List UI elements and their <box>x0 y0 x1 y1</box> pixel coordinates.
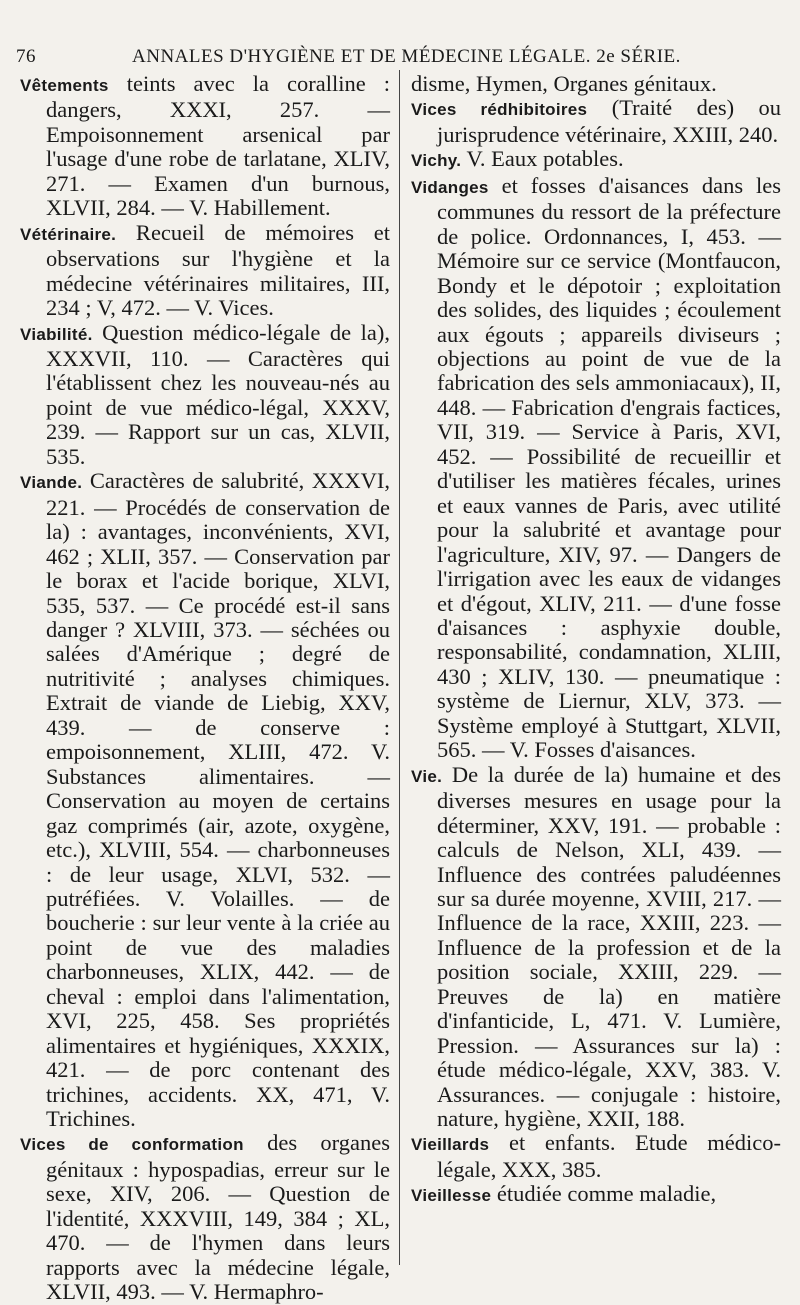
entry-text: Recueil de mémoires et observations sur l'hygiène et la médecine vétérinaires militaires, III, 234 ; V, 472. — V. Vices. <box>46 219 390 321</box>
entry-headword: Viande. <box>20 473 83 493</box>
index-entry <box>411 96 781 147</box>
index-entry <box>20 221 390 321</box>
entry-text: De la durée de la) humaine et des diverses mesures en usage pour la déterminer, XXV, 191. — probable : calculs de Nelson, XLI, 439. — Influence des contrées paludéennes sur sa durée moyenne, XVIII, 217. — Influence de la race, XXIII, 223. — Influence de la profession et de la position sociale, XXIII, 229. — Preuves de la) en matière d'infanticide, L, 471. V. Lumière, Pression. — Assurances sur la) : étude médico-légale, XXV, 383. V. Assurances. — conjugale : histoire, nature, hygiène, XXII, 188. <box>437 761 781 1132</box>
entry-text: et fosses d'aisances dans les communes du ressort de la préfecture de police. Ordonnances, I, 453. — Mémoire sur ce service (Montfaucon, Bondy et le dépotoir ; exploitation des solides, des liquides ; écoulement aux égouts ; appareils diviseurs ; objections au point de vue de la fabrication des sels ammoniacaux), II, 448. — Fabrication d'engrais factices, VII, 319. — Service à Paris, XVI, 452. — Possibilité de recueillir et d'utiliser les matières fécales, urines et eaux vannes de Paris, avec utilité pour la salubrité et avantage pour l'agriculture, XIV, 97. — Dangers de l'irrigation avec les eaux de vidanges et d'égout, XLIV, 211. — d'une fosse d'aisances : asphyxie double, responsabilité, condamnation, XLIII, 430 ; XLIV, 130. — pneumatique : système de Liernur, XLV, 373. — Système employé à Stuttgart, XLVII, 565. — V. Fosses d'aisances. <box>437 172 781 763</box>
index-entry <box>411 1182 781 1208</box>
entry-headword: Vices de conformation <box>20 1135 244 1155</box>
index-entry <box>411 1131 781 1182</box>
entry-headword: Vieillesse <box>411 1186 492 1206</box>
entry-headword: Vidanges <box>411 177 489 197</box>
index-entry <box>20 1131 390 1304</box>
entry-headword: Vieillards <box>411 1135 490 1155</box>
index-entry <box>411 174 781 763</box>
index-entry <box>411 147 781 173</box>
entry-text: V. Eaux potables. <box>461 146 624 172</box>
entry-text: (Traité des) ou jurisprudence vétérinaire, XXIII, 240. <box>437 95 781 147</box>
index-entry <box>20 469 390 1131</box>
entry-headword: Vichy. <box>411 151 462 171</box>
index-entry <box>20 72 390 221</box>
entry-headword: Vices rédhibitoires <box>411 100 588 120</box>
entry-text: des organes génitaux : hypospadias, erreur sur le sexe, XIV, 206. — Question de l'identité, XXXVIII, 149, 384 ; XL, 470. — de l'hymen dans leurs rapports avec la médecine légale, XLVII, 493. — V. Hermaphro- <box>46 1130 390 1305</box>
entry-headword: Vie. <box>411 766 443 786</box>
left-column <box>20 72 390 1305</box>
entry-text: disme, Hymen, Organes génitaux. <box>411 71 717 96</box>
entry-text: Caractères de salubrité, XXXVI, 221. — Procédés de conservation de la) : avantages, inconvénients, XVI, 462 ; XLII, 357. — Conservation par le borax et l'acide borique, XLVI, 535, 537. — Ce procédé est-il sans danger ? XLVIII, 373. — séchées ou salées d'Amérique ; degré de nutritivité ; analyses chimiques. Extrait de viande de Liebig, XXV, 439. — de conserve : empoisonnement, XLIII, 472. V. Substances alimentaires. — Conservation au moyen de certains gaz comprimés (air, azote, oxygène, etc.), XLVIII, 554. — charbonneuses : de leur usage, XLVI, 532. — putréfiées. V. Volailles. — de boucherie : sur leur vente à la criée au point de vue des maladies charbonneuses, XLIX, 442. — de cheval : emploi dans l'alimentation, XVI, 225, 458. Ses propriétés alimentaires et hygiéniques, XXXIX, 421. — de porc contenant des trichines, accidents. XX, 471, V. Trichines. <box>46 468 390 1132</box>
entry-headword: Viabilité. <box>20 324 93 344</box>
right-column <box>411 72 781 1209</box>
index-entry <box>20 321 390 470</box>
entry-text: Question médico-légale de la), XXXVII, 110. — Caractères qui l'établissent chez les nouveau-nés au point de vue médico-légal, XXXV, 239. — Rapport sur un cas, XLVII, 535. <box>46 319 390 469</box>
column-divider <box>399 70 400 1265</box>
entry-headword: Vêtements <box>20 76 109 95</box>
entry-headword: Vétérinaire. <box>20 224 117 244</box>
entry-text: teints avec la coralline : dangers, XXXI, 257. — Empoisonnement arsenical par l'usage d'une robe de tarlatane, XLIV, 271. — Examen d'un burnous, XLVII, 284. — V. Habillement. <box>46 71 390 221</box>
running-title: ANNALES D'HYGIÈNE ET DE MÉDECINE LÉGALE. 2e SÉRIE. <box>132 46 681 67</box>
page-number: 76 <box>16 46 36 67</box>
index-entry <box>411 72 781 96</box>
entry-text: et enfants. Etude médico-légale, XXX, 385. <box>437 1130 781 1182</box>
entry-text: étudiée comme maladie, <box>491 1181 717 1207</box>
index-entry <box>411 763 781 1132</box>
